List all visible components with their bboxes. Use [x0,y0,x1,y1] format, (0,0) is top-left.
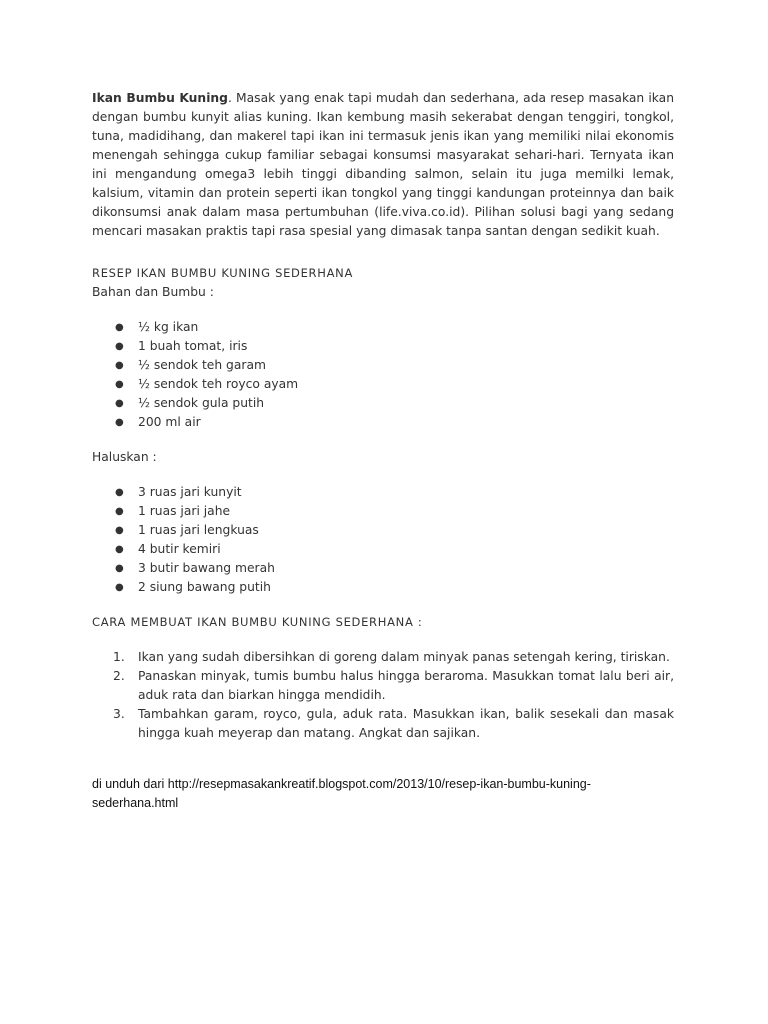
list-item: ● ½ sendok teh royco ayam [92,375,674,394]
list-item: ● ½ kg ikan [92,318,674,337]
step-text: Ikan yang sudah dibersihkan di goreng dalam minyak panas setengah kering, tiriskan. [138,650,670,664]
list-item: ● 200 ml air [92,413,674,432]
intro-title: Ikan Bumbu Kuning [92,91,228,105]
list-item: ● 1 ruas jari jahe [92,502,674,521]
list-item: ● 2 siung bawang putih [92,578,674,597]
bullet-icon: ● [115,563,124,574]
list-item: ● ½ sendok teh garam [92,356,674,375]
list-item: ● 4 butir kemiri [92,540,674,559]
bullet-icon: ● [115,487,124,498]
intro-paragraph [92,89,674,241]
bullet-icon: ● [115,322,124,333]
bullet-icon: ● [115,341,124,352]
bullet-icon: ● [115,379,124,390]
recipe-heading: RESEP IKAN BUMBU KUNING SEDERHANA [92,266,354,280]
intro-text: . Masak yang enak tapi mudah dan sederhana, ada resep masakan ikan dengan bumbu kunyit alias kuning. Ikan kembung masih sekerabat dengan tenggiri, tongkol, tuna, madidihang, dan makerel tapi ikan ini termasuk jenis ikan yang memiliki nilai ekonomis menengah sehingga cukup familiar sebagai konsumsi masyarakat sehari-hari. Ternyata ikan ini mengandung omega3 lebih tinggi dibanding salmon, selain itu juga memilki lemak, kalsium, vitamin dan protein seperti ikan tongkol yang tinggi kandungan proteinnya dan baik dikonsumsi anak dalam masa pertumbuhan (life.viva.co.id). Pilihan solusi bagi yang sedang mencari masakan praktis tapi rasa spesial yang dimasak tanpa santan dengan sedikit kuah. [92,91,674,238]
bullet-icon: ● [115,544,124,555]
step-number: 1. [113,650,125,664]
paste-list [92,483,674,597]
steps-list [92,648,674,743]
list-item: ● 3 butir bawang merah [92,559,674,578]
bullet-icon: ● [115,506,124,517]
ingredients-list [92,318,674,432]
list-item: ● 1 buah tomat, iris [92,337,674,356]
bullet-icon: ● [115,525,124,536]
step-text: Tambahkan garam, royco, gula, aduk rata. Masukkan ikan, balik sesekali dan masak hingga kuah meyerap dan matang. Angkat dan sajikan. [138,707,674,740]
step-number: 2. [113,669,125,683]
method-heading: CARA MEMBUAT IKAN BUMBU KUNING SEDERHANA : [92,615,423,629]
bullet-icon: ● [115,398,124,409]
bullet-icon: ● [115,360,124,371]
step-item [92,667,674,705]
document-page [92,89,674,813]
step-text: Panaskan minyak, tumis bumbu halus hingga beraroma. Masukkan tomat lalu beri air, aduk rata dan biarkan hingga mendidih. [138,669,674,702]
source-link-text: di unduh dari http://resepmasakankreatif.blogspot.com/2013/10/resep-ikan-bumbu-kuning-sederhana.html [92,777,591,810]
list-item: ● 3 ruas jari kunyit [92,483,674,502]
step-item [92,705,674,743]
bullet-icon: ● [115,417,124,428]
step-item [92,648,674,667]
ingredients-label: Bahan dan Bumbu : [92,285,214,299]
paste-label: Haluskan : [92,450,157,464]
list-item: ● ½ sendok gula putih [92,394,674,413]
bullet-icon: ● [115,582,124,593]
list-item: ● 1 ruas jari lengkuas [92,521,674,540]
step-number: 3. [113,707,125,721]
